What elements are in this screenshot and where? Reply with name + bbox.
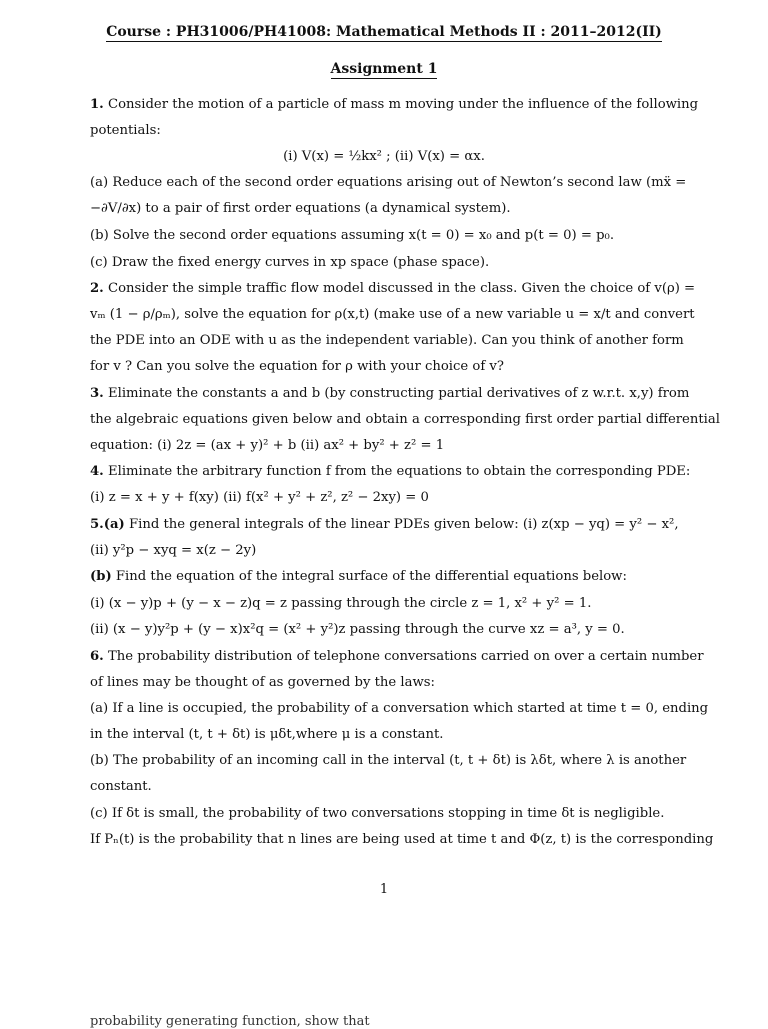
text-line: (i) V(x) = ½kx² ; (ii) V(x) = αx. bbox=[283, 149, 485, 164]
text-line: the PDE into an ODE with u as the independent variable). Can you think of another form bbox=[90, 333, 684, 348]
text-line: (b) The probability of an incoming call in the interval (t, t + δt) is λδt, where λ is another bbox=[90, 753, 687, 768]
text-line: of lines may be thought of as governed by the laws: bbox=[90, 675, 435, 690]
text-line: (a) Reduce each of the second order equations arising out of Newton’s second law (mẍ = bbox=[90, 175, 687, 190]
text-line: (ii) (x − y)y²p + (y − x)x²q = (x² + y²)z passing through the curve xz = a³, y = 0. bbox=[90, 622, 625, 637]
text-line: potentials: bbox=[90, 123, 161, 138]
text-line: vₘ (1 − ρ/ρₘ), solve the equation for ρ(x,t) (make use of a new variable u = x/t and convert bbox=[90, 307, 695, 322]
text-line: −∂V/∂x) to a pair of first order equations (a dynamical system). bbox=[90, 201, 511, 216]
text-line: equation: (i) 2z = (ax + y)² + b (ii) ax² + by² + z² = 1 bbox=[90, 438, 445, 453]
text-line: If Pₙ(t) is the probability that n lines are being used at time t and Φ(z, t) is the corresponding bbox=[90, 832, 714, 847]
text-line: in the interval (t, t + δt) is μδt,where μ is a constant. bbox=[90, 727, 444, 742]
text-line: (ii) y²p − xyq = x(z − 2y) bbox=[90, 543, 257, 558]
text-line: the algebraic equations given below and obtain a corresponding first order partial differential bbox=[90, 412, 720, 427]
next-page-text-cut: probability generating function, show that bbox=[90, 1014, 370, 1029]
text-line: (i) z = x + y + f(xy) (ii) f(x² + y² + z², z² − 2xy) = 0 bbox=[90, 490, 429, 505]
text-line: 3. Eliminate the constants a and b (by constructing partial derivatives of z w.r.t. x,y) from bbox=[90, 386, 690, 401]
text-line: (a) If a line is occupied, the probability of a conversation which started at time t = 0, ending bbox=[90, 701, 709, 716]
text-line: 1. Consider the motion of a particle of mass m moving under the influence of the following bbox=[90, 97, 699, 112]
assignment-title: Assignment 1 bbox=[330, 61, 438, 77]
page-number: 1 bbox=[379, 882, 389, 897]
text-line: (c) Draw the fixed energy curves in xp space (phase space). bbox=[90, 255, 490, 270]
text-line: (b) Solve the second order equations assuming x(t = 0) = x₀ and p(t = 0) = p₀. bbox=[90, 228, 615, 243]
text-line: for v ? Can you solve the equation for ρ with your choice of v? bbox=[90, 359, 504, 374]
text-line: 5.(a) Find the general integrals of the linear PDEs given below: (i) z(xp − yq) = y² − x², bbox=[90, 517, 679, 532]
text-line: (i) (x − y)p + (y − x − z)q = z passing through the circle z = 1, x² + y² = 1. bbox=[90, 596, 592, 611]
text-line: 4. Eliminate the arbitrary function f from the equations to obtain the corresponding PDE: bbox=[90, 464, 691, 479]
course-header: Course : PH31006/PH41008: Mathematical Methods II : 2011–2012(II) bbox=[106, 24, 662, 40]
text-line: 2. Consider the simple traffic flow model discussed in the class. Given the choice of v(ρ) = bbox=[90, 281, 696, 296]
text-line: (b) Find the equation of the integral surface of the differential equations below: bbox=[90, 569, 627, 584]
text-line: 6. The probability distribution of telephone conversations carried on over a certain number bbox=[90, 649, 704, 664]
text-line: constant. bbox=[90, 779, 152, 794]
text-line: (c) If δt is small, the probability of two conversations stopping in time δt is negligible. bbox=[90, 806, 665, 821]
